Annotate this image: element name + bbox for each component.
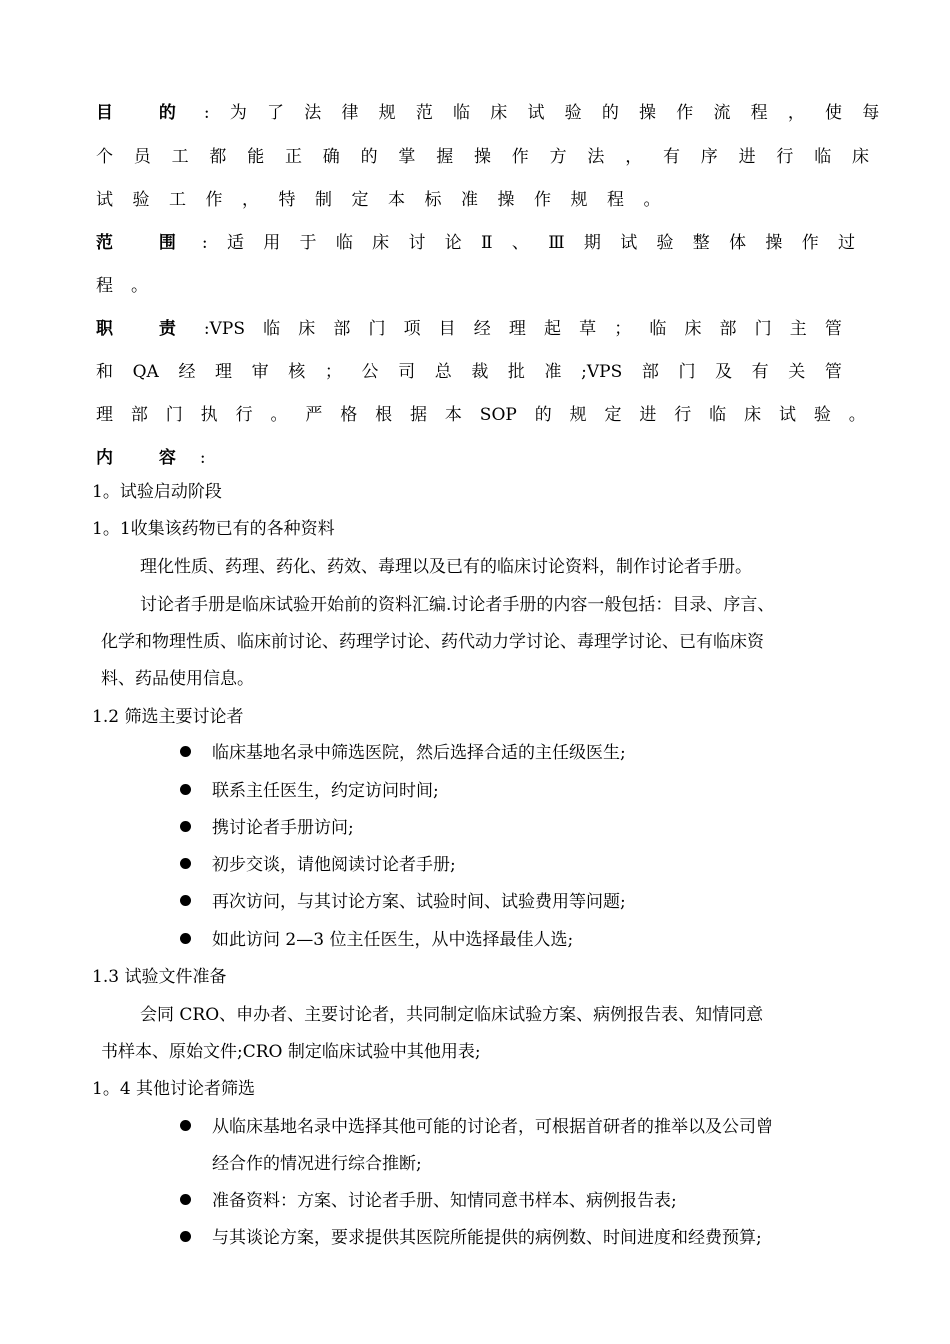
duty-token: 项 [403, 319, 421, 339]
duty-token: 床 [744, 405, 762, 425]
content-line [96, 447, 206, 469]
duty-token: 据 [410, 405, 428, 425]
duty-line-2 [96, 361, 842, 383]
purpose-label: 目 的 [96, 103, 196, 123]
purpose-line-2: 个员工都能正确的掌握操作方法，有序进行临床 [96, 147, 890, 167]
scope-text-1: :适用于临床讨论Ⅱ、Ⅲ期试验整体操作过 [201, 233, 875, 253]
duty-token: 批 [507, 362, 525, 382]
duty-token: 关 [788, 362, 806, 382]
purpose-line-1 [96, 102, 900, 124]
duty-token: 准 [544, 362, 562, 382]
duty-token: 的 [534, 405, 552, 425]
section-1-1-heading: 1。1收集该药物已有的各种资料 [92, 519, 335, 539]
section-1-4-bullet-3: 与其谈论方案，要求提供其医院所能提供的病例数、时间进度和经费预算; [212, 1228, 762, 1248]
purpose-text-1: :为了法律规范临床试验的操作流程，使每 [203, 103, 900, 123]
section-1-3-p-l1: 会同 CRO、申办者、主要讨论者，共同制定临床试验方案、病例报告表、知情同意 [140, 1005, 764, 1025]
section-1-1-p1: 理化性质、药理、药化、药效、毒理以及已有的临床讨论资料，制作讨论者手册。 [140, 557, 752, 577]
duty-token: 核 [288, 362, 306, 382]
duty-token: 部 [333, 319, 351, 339]
content-colon: : [199, 448, 206, 468]
duty-line-3 [96, 404, 866, 426]
duty-token: 理 [508, 319, 526, 339]
bullet-icon [180, 895, 191, 906]
duty-token: 和 [96, 362, 113, 382]
duty-token: 理 [215, 362, 233, 382]
scope-line-2: 程。 [96, 276, 166, 296]
duty-token: 总 [434, 362, 452, 382]
bullet-icon [180, 858, 191, 869]
duty-token: 执 [200, 405, 218, 425]
section-1-1-p2-l3: 料、药品使用信息。 [101, 669, 254, 689]
duty-token: 床 [298, 319, 316, 339]
duty-token: 目 [438, 319, 456, 339]
duty-token: 定 [604, 405, 622, 425]
scope-line-1 [96, 232, 874, 254]
bullet-icon [180, 1120, 191, 1131]
bullet-icon [180, 1231, 191, 1242]
duty-token: 草 [579, 319, 597, 339]
bullet-icon [180, 784, 191, 795]
duty-token: 门 [678, 362, 696, 382]
duty-token: 门 [368, 319, 386, 339]
duty-token: ； [324, 362, 342, 382]
duty-token: QA [132, 362, 159, 382]
section-1-4-bullet-1-l1: 从临床基地名录中选择其他可能的讨论者，可根据首研者的推举以及公司曾 [212, 1117, 773, 1137]
section-1-2-heading: 1.2 筛选主要讨论者 [92, 707, 244, 727]
duty-token: 审 [251, 362, 269, 382]
duty-token: 行 [235, 405, 253, 425]
section-1-4-bullet-1-l2: 经合作的情况进行综合推断; [212, 1154, 422, 1174]
duty-token: 门 [754, 319, 772, 339]
duty-token: 部 [130, 405, 148, 425]
duty-token: 临 [263, 319, 281, 339]
duty-token: 管 [824, 362, 842, 382]
duty-token: 管 [824, 319, 842, 339]
duty-token: 验 [813, 405, 831, 425]
duty-token: 理 [96, 405, 113, 425]
bullet-icon [180, 933, 191, 944]
duty-token: 经 [473, 319, 491, 339]
scope-label: 范 围 [96, 233, 196, 253]
duty-token: :VPS [203, 319, 246, 339]
duty-token: 严 [305, 405, 323, 425]
duty-token: 部 [719, 319, 737, 339]
duty-token: 主 [789, 319, 807, 339]
duty-token: 。 [848, 405, 866, 425]
bullet-icon [180, 821, 191, 832]
duty-token: 临 [649, 319, 667, 339]
duty-token: 起 [544, 319, 561, 339]
duty-text-1 [204, 318, 842, 340]
bullet-icon [180, 1194, 191, 1205]
duty-token: 床 [684, 319, 702, 339]
duty-token: 试 [778, 405, 796, 425]
duty-token: 格 [340, 405, 358, 425]
duty-token: 裁 [471, 362, 489, 382]
duty-line-1 [96, 318, 842, 340]
bullet-icon [180, 746, 191, 757]
duty-token: 本 [444, 405, 462, 425]
section-1-3-p-l2: 书样本、原始文件;CRO 制定临床试验中其他用表; [101, 1042, 481, 1062]
section-1-2-bullet-2: 联系主任医生，约定访问时间; [212, 781, 439, 801]
duty-token: 根 [375, 405, 393, 425]
duty-token: 经 [178, 362, 196, 382]
purpose-line-3: 试验工作，特制定本标准操作规程。 [96, 190, 680, 210]
section-1-3-heading: 1.3 试验文件准备 [92, 967, 227, 987]
section-1-2-bullet-4: 初步交谈，请他阅读讨论者手册; [212, 855, 456, 875]
section-1-2-bullet-3: 携讨论者手册访问; [212, 818, 354, 838]
section-1-4-bullet-2: 准备资料：方案、讨论者手册、知情同意书样本、病例报告表; [212, 1191, 677, 1211]
duty-token: ； [614, 319, 632, 339]
duty-token: ;VPS [581, 362, 623, 382]
duty-token: 公 [361, 362, 379, 382]
duty-token: 临 [709, 405, 727, 425]
section-1-1-p2-l1: 讨论者手册是临床试验开始前的资料汇编.讨论者手册的内容一般包括：目录、序言、 [140, 595, 775, 615]
duty-token: 。 [270, 405, 288, 425]
section-1-heading: 1。试验启动阶段 [92, 482, 222, 502]
duty-token: 进 [639, 405, 657, 425]
duty-token: SOP [479, 405, 517, 425]
section-1-2-bullet-1: 临床基地名录中筛选医院，然后选择合适的主任级医生; [212, 743, 626, 763]
section-1-4-heading: 1。4 其他讨论者筛选 [92, 1079, 256, 1099]
duty-token: 有 [751, 362, 769, 382]
duty-token: 行 [674, 405, 692, 425]
content-label: 内 容 [96, 448, 196, 468]
duty-token: 司 [398, 362, 416, 382]
duty-token: 门 [165, 405, 183, 425]
duty-token: 规 [569, 405, 587, 425]
duty-label: 职 责 [96, 319, 196, 339]
duty-token: 部 [641, 362, 659, 382]
section-1-2-bullet-6: 如此访问 2—3 位主任医生，从中选择最佳人选; [212, 930, 574, 950]
duty-token: 及 [715, 362, 733, 382]
section-1-2-bullet-5: 再次访问，与其讨论方案、试验时间、试验费用等问题; [212, 892, 626, 912]
section-1-1-p2-l2: 化学和物理性质、临床前讨论、药理学讨论、药代动力学讨论、毒理学讨论、已有临床资 [101, 632, 764, 652]
